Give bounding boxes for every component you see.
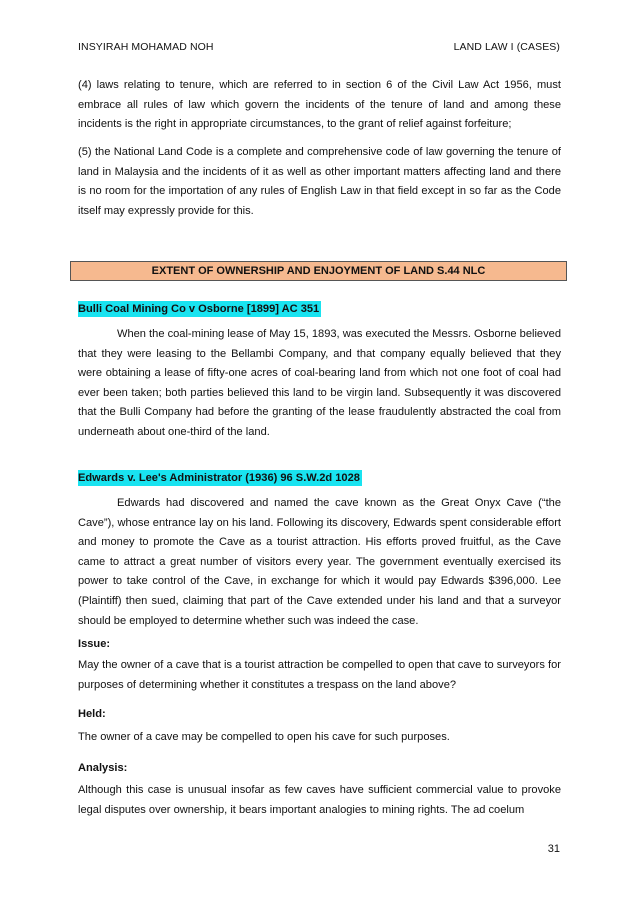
analysis-text: Although this case is unusual insofar as few caves have sufficient commercial value to provoke legal disputes over ownership, it bears important analogies to mining rights. The ad coelum bbox=[78, 784, 561, 816]
case-title-bulli: Bulli Coal Mining Co v Osborne [1899] AC 351 bbox=[78, 303, 320, 315]
analysis-text-block bbox=[78, 781, 561, 820]
header-author: INSYIRAH MOHAMAD NOH bbox=[78, 41, 214, 53]
held-text: The owner of a cave may be compelled to open his cave for such purposes. bbox=[78, 731, 450, 743]
held-label: Held: bbox=[78, 708, 106, 720]
section-heading-band bbox=[70, 261, 567, 281]
intro-para-5-block bbox=[78, 143, 561, 221]
section-heading: EXTENT OF OWNERSHIP AND ENJOYMENT OF LAND S.44 NLC bbox=[151, 265, 486, 277]
issue-text: May the owner of a cave that is a tourist attraction be compelled to open that cave to surveyors for purposes of determining whether it constitutes a trespass on the land above? bbox=[78, 659, 561, 691]
page-header bbox=[78, 41, 560, 53]
analysis-label: Analysis: bbox=[78, 762, 128, 774]
intro-para-5: (5) the National Land Code is a complete and comprehensive code of law governing the tenure of land in Malaysia and the incidents of it as well as other important matters affecting land and there is no room for the importation of any rules of English Law in that field except in so far as the Code itself may expressly provide for this. bbox=[78, 146, 561, 217]
issue-text-block bbox=[78, 656, 561, 695]
page-number: 31 bbox=[547, 843, 560, 855]
intro-para-4-block bbox=[78, 76, 561, 135]
issue-label: Issue: bbox=[78, 638, 111, 650]
case-title-edwards: Edwards v. Lee's Administrator (1936) 96 S.W.2d 1028 bbox=[78, 472, 360, 484]
case-body-bulli-block bbox=[78, 325, 561, 443]
case-body-edwards-block bbox=[78, 494, 561, 631]
case-body-bulli: When the coal-mining lease of May 15, 1893, was executed the Messrs. Osborne believed that they were leasing to the Bellambi Company, and that company equally believed that they were obtaining a lease of fifty-one acres of coal-bearing land from which not one foot of coal had ever been taken; both parties believed this land to be virgin land. Subsequently it was discovered that the Bulli Company had before the granting of the lease fraudulently abstracted the coal from underneath about one-third of the land. bbox=[78, 328, 561, 438]
header-course: LAND LAW I (CASES) bbox=[453, 41, 560, 53]
case-body-edwards: Edwards had discovered and named the cave known as the Great Onyx Cave (“the Cave”), whose entrance lay on his land. Following its discovery, Edwards spent considerable effort and money to promote the Cave as a tourist attraction. His efforts proved fruitful, as the Cave came to attract a great number of visitors every year. The government eventually exercised its power to take control of the Cave, in exchange for which it would pay Edwards $396,000. Lee (Plaintiff) then sued, claiming that part of the Cave extended under his land and that a surveyor should be employed to determine whether such was indeed the case. bbox=[78, 497, 561, 627]
held-text-block bbox=[78, 728, 561, 748]
intro-para-4: (4) laws relating to tenure, which are referred to in section 6 of the Civil Law Act 1956, must embrace all rules of law which govern the incidents of the tenure of land and among these incidents is the right in appropriate circumstances, to the grant of relief against forfeiture; bbox=[78, 79, 561, 131]
